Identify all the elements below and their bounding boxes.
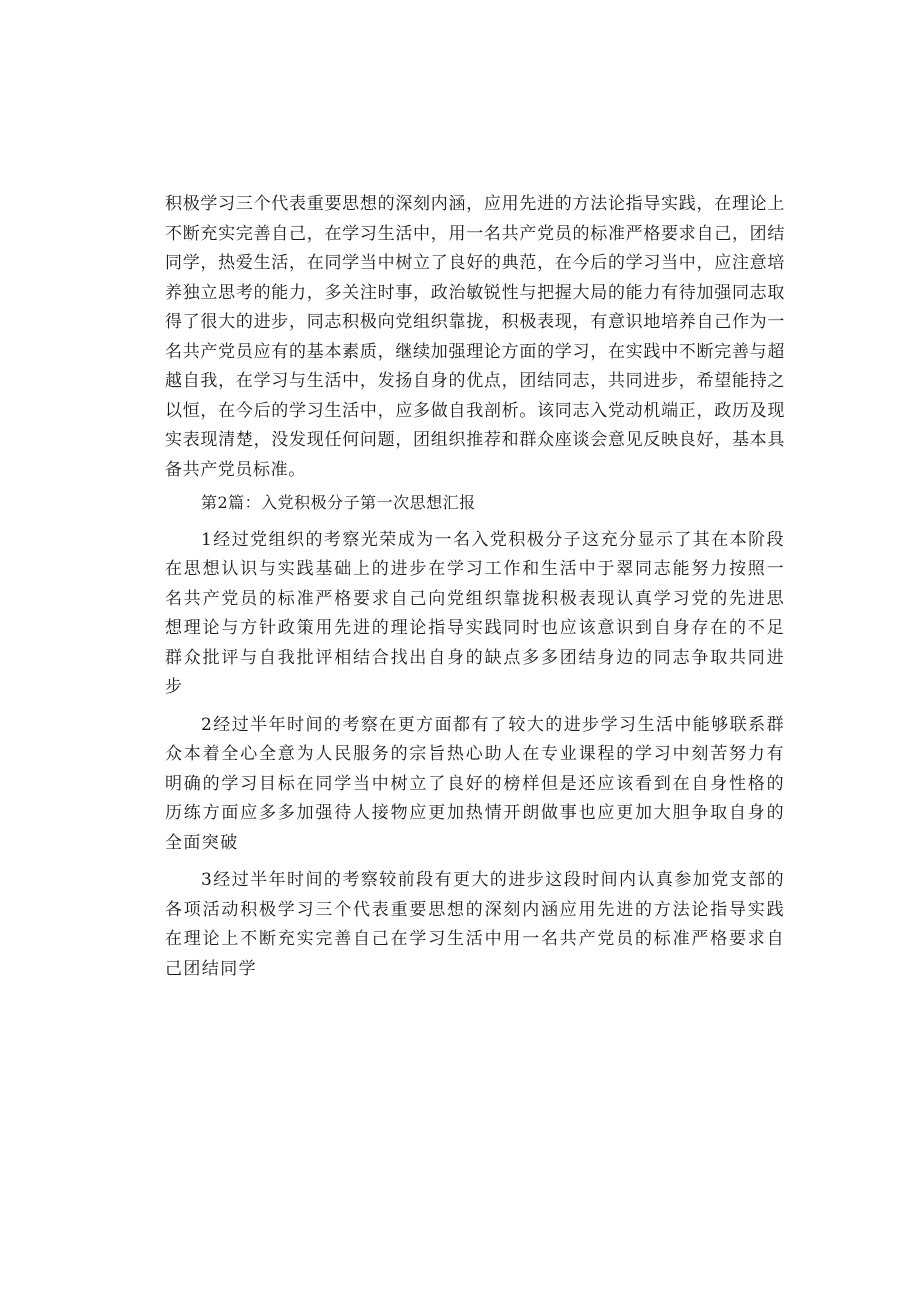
numbered-paragraph-3: 3经过半年时间的考察较前段有更大的进步这段时间内认真参加党支部的各项活动积极学习三个代表重要思想的深刻内涵应用先进的方法论指导实践在理论上不断充实完善自己在学习生活中用一名共产党员的标准严格要求自己团结同学 bbox=[165, 870, 785, 979]
intro-paragraph: 积极学习三个代表重要思想的深刻内涵，应用先进的方法论指导实践，在理论上不断充实完善自己，在学习生活中，用一名共产党员的标准严格要求自己，团结同学，热爱生活，在同学当中树立了良好的典范，在今后的学习当中，应注意培养独立思考的能力，多关注时事，政治敏锐性与把握大局的能力有待加强同志取得了很大的进步，同志积极向党组织靠拢，积极表现，有意识地培养自己作为一名共产党员应有的基本素质，继续加强理论方面的学习，在实践中不断完善与超越自我，在学习与生活中，发扬自身的优点，团结同志，共同进步，希望能持之以恒，在今后的学习生活中，应多做自我剖析。该同志入党动机端正，政历及现实表现清楚，没发现任何问题，团组织推荐和群众座谈会意见反映良好，基本具备共产党员标准。 bbox=[165, 194, 785, 480]
document-page bbox=[165, 190, 785, 984]
section-heading: 第2篇：入党积极分子第一次思想汇报 bbox=[201, 493, 476, 512]
numbered-paragraph-1: 1经过党组织的考察光荣成为一名入党积极分子这充分显示了其在本阶段在思想认识与实践基础上的进步在学习工作和生活中于翠同志能努力按照一名共产党员的标准严格要求自己向党组织靠拢积极表现认真学习党的先进思想理论与方针政策用先进的理论指导实践同时也应该意识到自身存在的不足群众批评与自我批评相结合找出自身的缺点多多团结身边的同志争取共同进步 bbox=[165, 529, 785, 697]
numbered-paragraph-2: 2经过半年时间的考察在更方面都有了较大的进步学习生活中能够联系群众本着全心全意为人民服务的宗旨热心助人在专业课程的学习中刻苦努力有明确的学习目标在同学当中树立了良好的榜样但是还应该看到在自身性格的历练方面应多多加强待人接物应更加热情开朗做事也应更加大胆争取自身的全面突破 bbox=[165, 714, 785, 853]
